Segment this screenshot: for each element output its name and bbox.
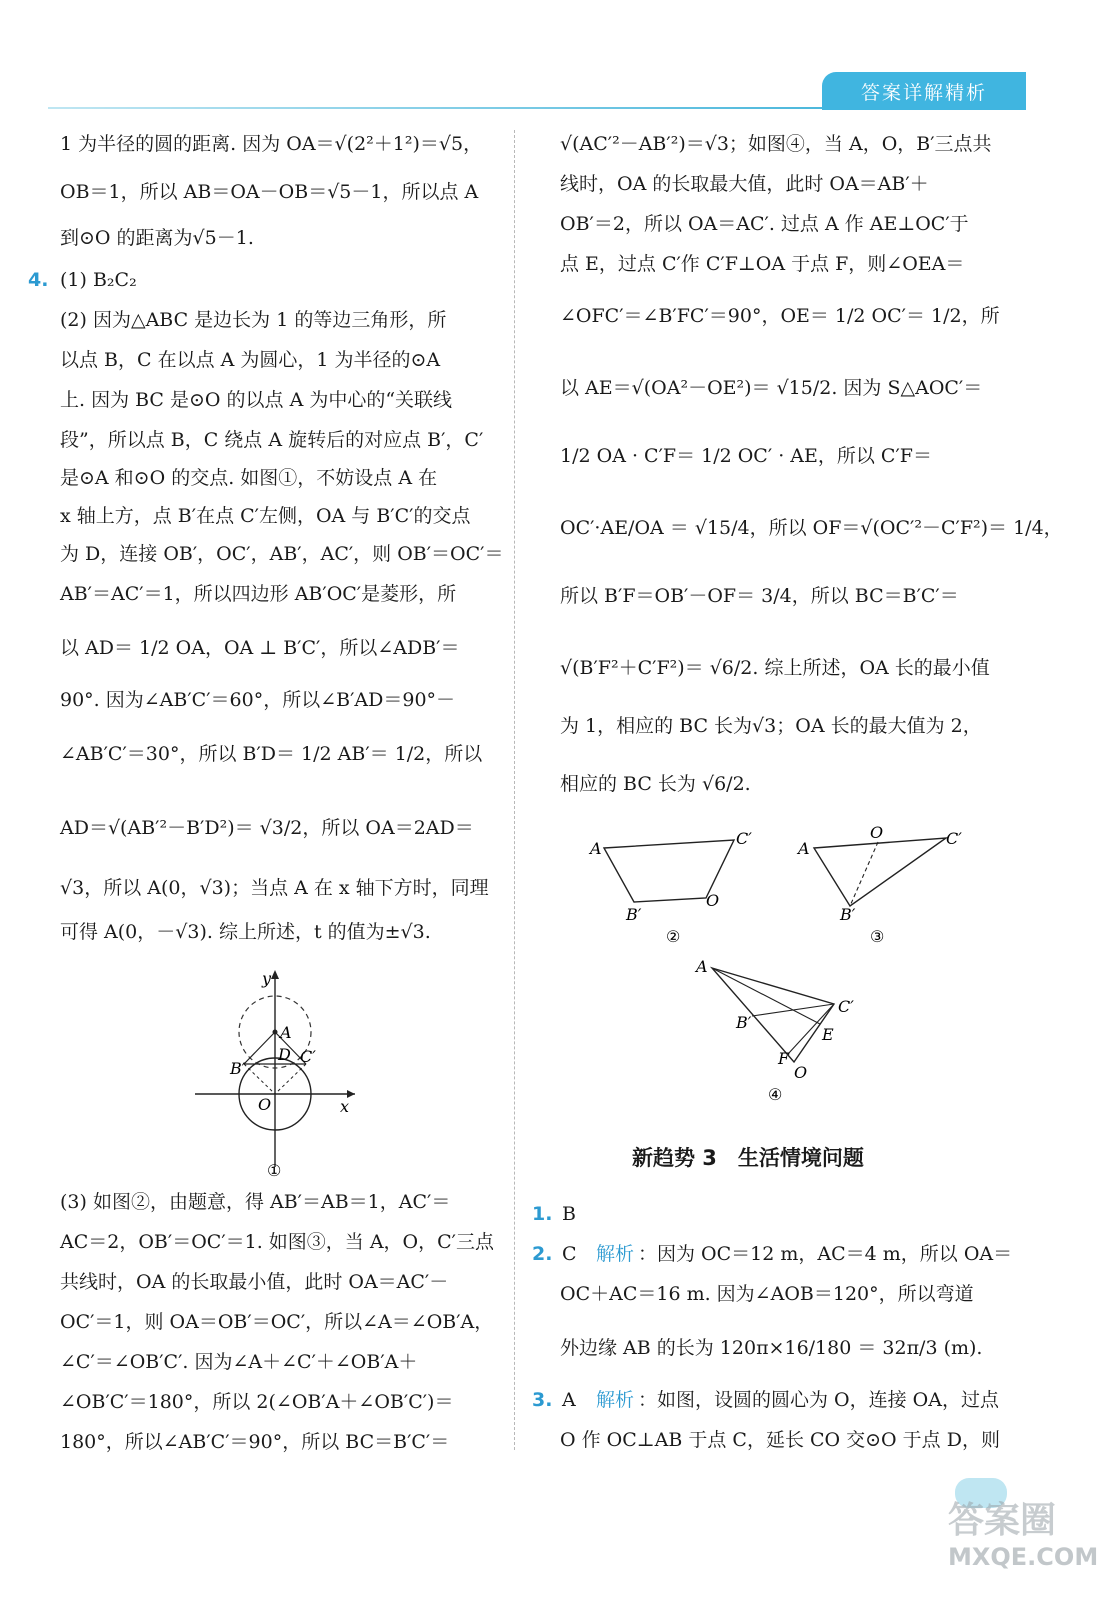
left-line: 到⊙O 的距离为√5－1. <box>60 227 254 249</box>
analysis-text: 外边缘 AB 的长为 120π×16/180 ＝ 32π/3 (m). <box>560 1337 983 1359</box>
right-line: √(AC′²－AB′²)＝√3；如图④，当 A，O，B′三点共 <box>560 133 992 155</box>
label-x: x <box>340 1097 350 1116</box>
right-line: 为 1，相应的 BC 长为√3；OA 长的最大值为 2， <box>560 715 982 737</box>
analysis-text: O 作 OC⊥AB 于点 C，延长 CO 交⊙O 于点 D，则 <box>560 1429 1000 1451</box>
question-number: 1. <box>532 1203 553 1225</box>
left-line: 可得 A(0，－√3). 综上所述，t 的值为±√3. <box>60 921 431 943</box>
label-c-prime: C′ <box>736 829 752 848</box>
figure-3-caption: ③ <box>870 927 885 946</box>
label-a: A <box>590 839 602 858</box>
left-line: OC′＝1，则 OA＝OB′＝OC′，所以∠A＝∠OB′A， <box>60 1311 494 1333</box>
answer: B <box>562 1203 576 1225</box>
right-line: 点 E，过点 C′作 C′F⊥OA 于点 F，则∠OEA＝ <box>560 253 965 275</box>
label-a: A <box>280 1023 292 1042</box>
label-c-prime: C′ <box>946 829 962 848</box>
analysis-label: 解析 <box>596 1243 635 1265</box>
left-line: √3，所以 A(0，√3)；当点 A 在 x 轴下方时，同理 <box>60 877 489 899</box>
right-line: 1/2 OA · C′F＝ 1/2 OC′ · AE，所以 C′F＝ <box>560 445 932 467</box>
question-number: 2. <box>532 1243 553 1265</box>
right-line: OB′＝2，所以 OA＝AC′. 过点 A 作 AE⊥OC′于 <box>560 213 969 235</box>
figure-1 <box>190 962 370 1182</box>
segment-oc <box>275 1064 306 1094</box>
segment-ob <box>244 1064 275 1094</box>
left-line: 1 为半径的圆的距离. 因为 OA＝√(2²＋1²)＝√5， <box>60 133 483 155</box>
segment-ab <box>244 1032 275 1064</box>
label-b-prime: B′ <box>230 1059 246 1078</box>
left-line: (3) 如图②，由题意，得 AB′＝AB＝1，AC′＝ <box>60 1191 451 1213</box>
left-line: OB＝1，所以 AB＝OA－OB＝√5－1，所以点 A <box>60 181 479 203</box>
label-c-prime: C′ <box>300 1047 316 1066</box>
left-line: 段”，所以点 B，C 绕点 A 旋转后的对应点 B′，C′ <box>60 429 484 451</box>
answer: C <box>562 1243 577 1265</box>
label-b-prime: B′ <box>626 905 642 924</box>
left-line: AC＝2，OB′＝OC′＝1. 如图③，当 A，O，C′三点 <box>60 1231 494 1253</box>
watermark-text: 答案圈 <box>948 1500 1057 1541</box>
left-line: 以点 B，C 在以点 A 为圆心，1 为半径的⊙A <box>60 349 441 371</box>
analysis-text: ：因为 OC＝12 m，AC＝4 m，所以 OA＝ <box>638 1243 1013 1265</box>
right-line: 以 AE＝√(OA²－OE²)＝ √15/2. 因为 S△AOC′＝ <box>560 377 983 399</box>
left-line: 上. 因为 BC 是⊙O 的以点 A 为中心的“关联线 <box>60 389 453 411</box>
left-line: x 轴上方，点 B′在点 C′左侧，OA 与 B′C′的交点 <box>60 505 471 527</box>
right-line: ∠OFC′＝∠B′FC′＝90°，OE＝ 1/2 OC′＝ 1/2，所 <box>560 305 1000 327</box>
watermark-url: MXQE.COM <box>948 1543 1098 1571</box>
column-divider <box>514 130 515 1450</box>
figure-2-caption: ② <box>666 927 681 946</box>
label-y: y <box>262 969 272 988</box>
triangle <box>712 968 834 1062</box>
label-c-prime: C′ <box>838 997 854 1016</box>
point-a <box>273 1030 278 1035</box>
label-o: O <box>794 1063 808 1082</box>
label-o: O <box>706 891 720 910</box>
label-a: A <box>696 957 708 976</box>
analysis-label: 解析 <box>596 1389 635 1411</box>
left-line: (1) B₂C₂ <box>60 269 137 291</box>
left-line: 180°，所以∠AB′C′＝90°，所以 BC＝B′C′＝ <box>60 1431 450 1453</box>
right-line: OC′·AE/OA ＝ √15/4，所以 OF＝√(OC′²－C′F²)＝ 1/4， <box>560 517 1063 539</box>
label-d: D <box>278 1045 291 1064</box>
analysis-text: ：如图，设圆的圆心为 O，连接 OA，过点 <box>638 1389 999 1411</box>
figure-4 <box>690 956 870 1108</box>
left-line: 为 D，连接 OB′，OC′，AB′，AC′，则 OB′＝OC′＝ <box>60 543 504 565</box>
watermark-logo <box>948 1492 1098 1592</box>
label-o: O <box>870 823 884 842</box>
left-line: ∠OB′C′＝180°，所以 2(∠OB′A＋∠OB′C′)＝ <box>60 1391 454 1413</box>
label-o: O <box>258 1095 272 1114</box>
triangle <box>814 838 946 906</box>
label-b-prime: B′ <box>736 1013 752 1032</box>
header-tab <box>822 72 1026 110</box>
left-line: ∠C′＝∠OB′C′. 因为∠A＋∠C′＋∠OB′A＋ <box>60 1351 418 1373</box>
answer: A <box>562 1389 576 1411</box>
left-line: 共线时，OA 的长取最小值，此时 OA＝AC′－ <box>60 1271 449 1293</box>
label-b-prime: B′ <box>840 905 856 924</box>
right-line: 线时，OA 的长取最大值，此时 OA＝AB′＋ <box>560 173 929 195</box>
question-number: 4. <box>28 269 49 291</box>
left-line: 以 AD＝ 1/2 OA，OA ⊥ B′C′，所以∠ADB′＝ <box>60 637 460 659</box>
label-e: E <box>822 1025 834 1044</box>
left-line: AB′＝AC′＝1，所以四边形 AB′OC′是菱形，所 <box>60 583 457 605</box>
right-line: 相应的 BC 长为 √6/2. <box>560 773 751 795</box>
left-line: ∠AB′C′＝30°，所以 B′D＝ 1/2 AB′＝ 1/2，所以 <box>60 743 483 765</box>
y-axis-arrow-icon <box>271 970 279 979</box>
analysis-text: OC＋AC＝16 m. 因为∠AOB＝120°，所以弯道 <box>560 1283 974 1305</box>
right-line: √(B′F²＋C′F²)＝ √6/2. 综上所述，OA 长的最小值 <box>560 657 990 679</box>
header-rule <box>48 107 823 109</box>
left-line: (2) 因为△ABC 是边长为 1 的等边三角形，所 <box>60 309 447 331</box>
label-f: F <box>778 1049 790 1068</box>
header-tab-label: 答案详解精析 <box>860 81 987 104</box>
left-line: 是⊙A 和⊙O 的交点. 如图①，不妨设点 A 在 <box>60 467 438 489</box>
figure-2 <box>588 826 768 952</box>
question-number: 3. <box>532 1389 553 1411</box>
figure-3 <box>796 822 976 952</box>
figure-1-caption: ① <box>267 1161 282 1180</box>
figure-4-caption: ④ <box>768 1085 783 1104</box>
right-line: 所以 B′F＝OB′－OF＝ 3/4，所以 BC＝B′C′＝ <box>560 585 959 607</box>
left-line: AD＝√(AB′²－B′D²)＝ √3/2，所以 OA＝2AD＝ <box>60 817 474 839</box>
section-title: 新趋势 3 生活情境问题 <box>632 1146 864 1170</box>
label-a: A <box>798 839 810 858</box>
left-line: 90°. 因为∠AB′C′＝60°，所以∠B′AD＝90°－ <box>60 689 456 711</box>
segment-ae <box>712 968 820 1024</box>
segment-bc <box>752 1004 834 1016</box>
